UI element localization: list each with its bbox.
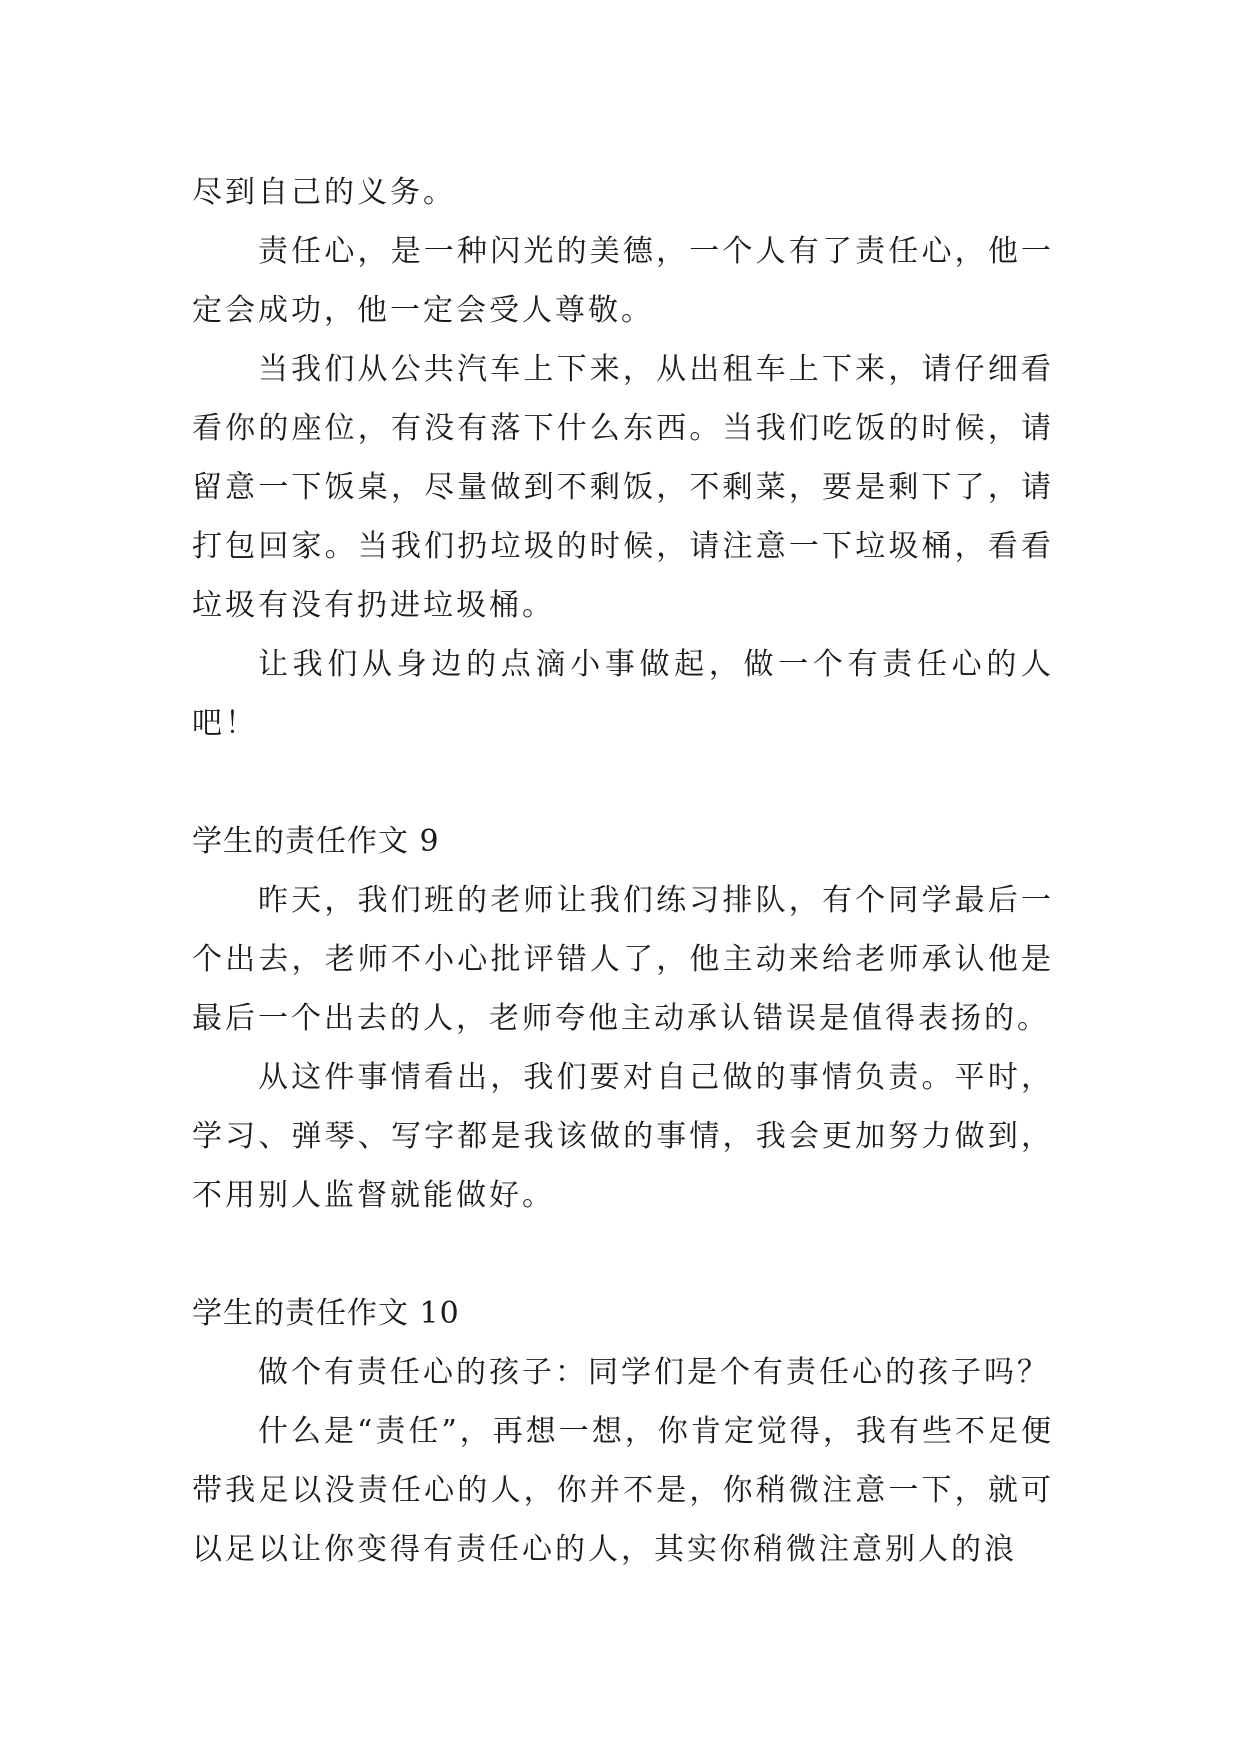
paragraph: 昨天，我们班的老师让我们练习排队，有个同学最后一个出去，老师不小心批评错人了，他主动来给老师承认他是最后一个出去的人，老师夸他主动承认错误是值得表扬的。 bbox=[192, 883, 1054, 1036]
paragraph: 当我们从公共汽车上下来，从出租车上下来，请仔细看看你的座位，有没有落下什么东西。当我们吃饭的时候，请留意一下饭桌，尽量做到不剩饭，不剩菜，要是剩下了，请打包回家。当我们扔垃圾的时候，请注意一下垃圾桶，看看垃圾有没有扔进垃圾桶。 bbox=[192, 352, 1054, 623]
paragraph: 让我们从身边的点滴小事做起，做一个有责任心的人吧！ bbox=[192, 647, 1054, 741]
paragraph: 从这件事情看出，我们要对自己做的事情负责。平时，学习、弹琴、写字都是我该做的事情，我会更加努力做到，不用别人监督就能做好。 bbox=[192, 1060, 1054, 1213]
paragraph: 做个有责任心的孩子：同学们是个有责任心的孩子吗？ bbox=[258, 1355, 1050, 1390]
section-spacer bbox=[192, 753, 1054, 812]
section-heading: 学生的责任作文 9 bbox=[192, 824, 440, 859]
paragraph: 尽到自己的义务。 bbox=[192, 175, 456, 210]
section-spacer bbox=[192, 1225, 1054, 1284]
paragraph: 什么是“责任”，再想一想，你肯定觉得，我有些不足便带我足以没责任心的人，你并不是，你稍微注意一下，就可以足以让你变得有责任心的人，其实你稍微注意别人的浪 bbox=[192, 1414, 1054, 1567]
paragraph: 责任心，是一种闪光的美德，一个人有了责任心，他一定会成功，他一定会受人尊敬。 bbox=[192, 234, 1054, 328]
document-body bbox=[192, 163, 1054, 1579]
section-heading: 学生的责任作文 10 bbox=[192, 1296, 460, 1331]
